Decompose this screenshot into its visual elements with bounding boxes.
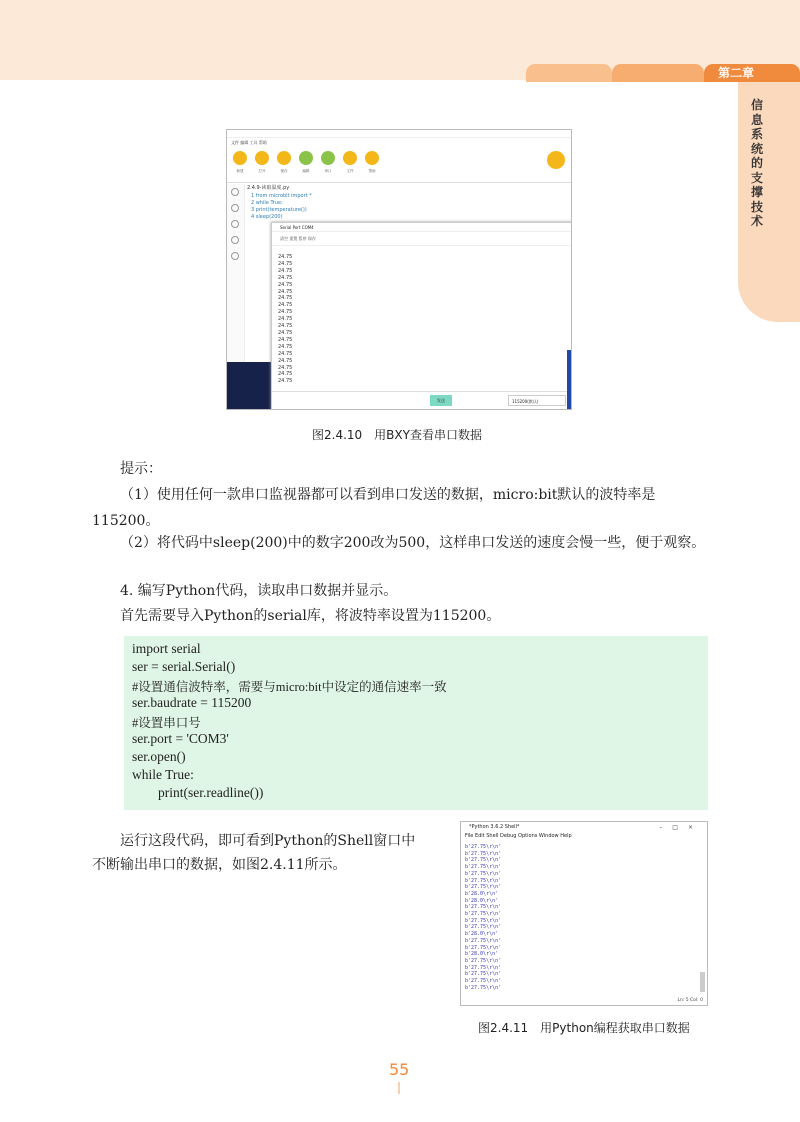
- background-decor: [567, 350, 572, 410]
- shell-status: Ln: 5 Col: 0: [677, 998, 703, 1003]
- shell-output-line: b'27.75\r\n': [465, 957, 502, 964]
- bxy-screenshot: [226, 129, 572, 410]
- serial-value: 24.75: [278, 302, 293, 309]
- shell-output-line: b'27.75\r\n': [465, 964, 502, 971]
- settings-icon: [231, 204, 239, 212]
- toolbar-label: 保存: [280, 169, 288, 173]
- shell-output-line: b'28.0\r\n': [465, 897, 499, 904]
- shell-output-line: b'27.75\r\n': [465, 884, 502, 891]
- toolbar: [227, 147, 571, 183]
- header-tab-decor: [612, 64, 704, 82]
- serial-value: 24.75: [278, 260, 293, 267]
- side-band: [738, 82, 800, 322]
- file-tab: 2.4.9-读取温度.py: [247, 185, 290, 191]
- run-icon: [231, 220, 239, 228]
- new-icon: [233, 151, 247, 165]
- help-icon: [365, 151, 379, 165]
- send-button: 发送: [430, 395, 452, 406]
- shell-output-line: b'27.75\r\n': [465, 850, 502, 857]
- figure-caption: 图2.4.11 用Python编程获取串口数据: [478, 1021, 690, 1035]
- shell-output-line: b'27.75\r\n': [465, 857, 502, 864]
- code-line: #设置串口号: [132, 716, 201, 730]
- serial-value: 24.75: [278, 364, 293, 371]
- code-line: print(ser.readline()): [158, 785, 264, 800]
- code-line: 3 print(temperature()): [251, 207, 307, 213]
- toolbar-label: 帮助: [368, 169, 376, 173]
- toolbar-label: 串口: [324, 169, 332, 173]
- tip-1: （1）使用任何一款串口监视器都可以看到串口发送的数据，micro:bit默认的波特率是115200。: [92, 487, 656, 529]
- shell-output-line: b'28.0\r\n': [465, 951, 499, 958]
- shell-output: [465, 844, 501, 991]
- serial-value: 24.75: [278, 281, 293, 288]
- serial-icon: [321, 151, 335, 165]
- run-paragraph-2: 不断输出串口的数据，如图2.4.11所示。: [92, 857, 347, 873]
- microbit-icon: [547, 151, 565, 169]
- menu-bar: 文件 编辑 工具 帮助: [231, 140, 267, 145]
- code-line: ser = serial.Serial(): [132, 659, 236, 674]
- code-line: #设置通信波特率，需要与micro:bit中设定的通信速率一致: [132, 680, 447, 694]
- shell-output-line: b'27.75\r\n': [465, 944, 502, 951]
- page-number: 55: [389, 1060, 410, 1079]
- serial-value: 24.75: [278, 329, 293, 336]
- code-block: [124, 636, 708, 810]
- shell-output-line: b'27.75\r\n': [465, 978, 502, 985]
- code-editor: [251, 193, 312, 221]
- serial-value: 24.75: [278, 274, 293, 281]
- code-line: 2 while True:: [251, 200, 283, 206]
- scrollbar: [700, 972, 705, 992]
- open-icon: [255, 151, 269, 165]
- serial-value: 24.75: [278, 316, 293, 323]
- serial-value: 24.75: [278, 288, 293, 295]
- run-paragraph-1: 运行这段代码，即可看到Python的Shell窗口中: [120, 833, 416, 849]
- code-line: import serial: [132, 641, 201, 656]
- search-icon: [231, 188, 239, 196]
- serial-value: 24.75: [278, 378, 293, 385]
- serial-title: Serial Port COM4: [272, 223, 572, 232]
- serial-value: 24.75: [278, 343, 293, 350]
- serial-value: 24.75: [278, 323, 293, 330]
- window-titlebar: [227, 130, 571, 138]
- step-heading: 4. 编写Python代码，读取串口数据并显示。: [120, 583, 398, 599]
- page-mark: [398, 1082, 400, 1094]
- toolbar-label: 新建: [236, 169, 244, 173]
- serial-value: 24.75: [278, 371, 293, 378]
- code-line: 1 from microbit import *: [251, 193, 312, 199]
- serial-value: 24.75: [278, 295, 293, 302]
- serial-value: 24.75: [278, 336, 293, 343]
- shell-output-line: b'27.75\r\n': [465, 924, 502, 931]
- shell-title: *Python 3.6.2 Shell*: [469, 824, 520, 830]
- serial-value: 24.75: [278, 309, 293, 316]
- tip-title: 提示：: [120, 461, 162, 477]
- toolbar-label: 打开: [258, 169, 266, 173]
- shell-output-line: b'27.75\r\n': [465, 917, 502, 924]
- shell-output-line: b'27.75\r\n': [465, 870, 502, 877]
- file-icon: [343, 151, 357, 165]
- shell-output-line: b'27.75\r\n': [465, 937, 502, 944]
- code-line: while True:: [132, 767, 194, 782]
- shell-output-line: b'27.75\r\n': [465, 877, 502, 884]
- shell-output-line: b'28.0\r\n': [465, 931, 499, 938]
- toolbar-label: 编辑: [302, 169, 310, 173]
- toolbar-label: 文件: [346, 169, 354, 173]
- shell-menu: File Edit Shell Debug Options Window Help: [465, 833, 572, 839]
- serial-value: 24.75: [278, 350, 293, 357]
- code-line: ser.port = 'COM3': [132, 731, 229, 746]
- zoom-out-icon: [231, 252, 239, 260]
- code-line: 4 sleep(200): [251, 214, 283, 220]
- serial-value: 24.75: [278, 267, 293, 274]
- serial-values: [278, 254, 292, 385]
- shell-output-line: b'27.75\r\n': [465, 971, 502, 978]
- save-icon: [277, 151, 291, 165]
- window-controls: –□×: [659, 824, 703, 831]
- serial-value: 24.75: [278, 254, 293, 260]
- shell-output-line: b'27.75\r\n': [465, 864, 502, 871]
- serial-bottom-bar: [272, 391, 572, 410]
- baud-select: 115200(默认): [508, 395, 566, 406]
- edit-icon: [299, 151, 313, 165]
- zoom-in-icon: [231, 236, 239, 244]
- chapter-tab: 第二章: [704, 64, 800, 82]
- python-shell-screenshot: [460, 821, 708, 1006]
- code-line: ser.open(): [132, 749, 186, 764]
- shell-output-line: b'27.75\r\n': [465, 844, 502, 850]
- intro-paragraph: 首先需要导入Python的serial库，将波特率设置为115200。: [120, 608, 501, 624]
- shell-output-line: b'27.75\r\n': [465, 904, 502, 911]
- figure-caption: 图2.4.10 用BXY查看串口数据: [312, 428, 482, 442]
- code-line: ser.baudrate = 115200: [132, 695, 252, 710]
- shell-output-line: b'27.75\r\n': [465, 911, 502, 918]
- serial-value: 24.75: [278, 357, 293, 364]
- header-tab-decor: [526, 64, 612, 82]
- serial-monitor-window: [271, 222, 572, 410]
- shell-output-line: b'28.0\r\n': [465, 890, 499, 897]
- side-chapter-title: 信息系统的支撑技术: [751, 98, 764, 228]
- shell-output-line: b'27.75\r\n': [465, 984, 502, 991]
- tip-2: （2）将代码中sleep(200)中的数字200改为500，这样串口发送的速度会慢一些，便于观察。: [120, 535, 706, 551]
- serial-tools: 清空 重置 暂停 保存: [272, 232, 572, 246]
- background-decor: [227, 362, 273, 410]
